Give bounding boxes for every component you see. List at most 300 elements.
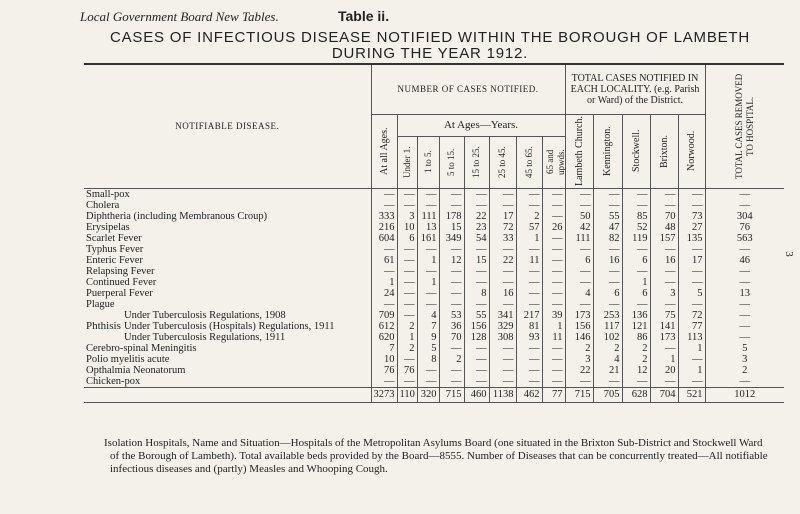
cell-value: 23 [464, 222, 489, 233]
cell-value: 709 [371, 310, 397, 321]
cell-value: — [593, 244, 622, 255]
cell-value: — [542, 266, 565, 277]
cell-value: — [489, 266, 516, 277]
age-15-to-25: 15 to 25. [464, 136, 489, 188]
cell-value: 57 [516, 222, 542, 233]
cell-value: — [650, 266, 678, 277]
header-line [80, 9, 780, 27]
cell-value: 46 [705, 255, 784, 266]
cell-value: — [705, 244, 784, 255]
cell-value: 2 [439, 354, 464, 365]
disease-name: Under Tuberculosis Regulations, 1911 [124, 331, 286, 343]
table-number: Table ii. [338, 8, 390, 24]
cell-value: — [622, 376, 650, 388]
cell-value: — [542, 244, 565, 255]
table-row [84, 354, 784, 365]
cell-value: — [650, 376, 678, 388]
cell-value: — [371, 200, 397, 211]
cell-value: 173 [650, 332, 678, 343]
total-value: 110 [397, 387, 417, 402]
table-row [84, 310, 784, 321]
cell-value: 24 [371, 288, 397, 299]
cell-value: — [371, 244, 397, 255]
cell-value: — [705, 277, 784, 288]
cell-value: 3 [705, 354, 784, 365]
cell-value: — [397, 354, 417, 365]
cell-value: 72 [678, 310, 705, 321]
cell-value: — [565, 188, 593, 200]
cell-value: — [464, 266, 489, 277]
cell-value: 10 [371, 354, 397, 365]
cell-value: — [705, 376, 784, 388]
cell-value: 7 [371, 343, 397, 354]
disease-name: Scarlet Fever [86, 232, 142, 244]
disease-name: Chicken-pox [86, 375, 141, 387]
cell-value: 8 [464, 288, 489, 299]
footnote: Isolation Hospitals, Name and Situation—Hospitals of the Metropolitan Asylums Board (one situated in the Brixton Sub-District and Stockwell Ward of the Borough of Lambeth). Total available beds provided by the Board—8555. Number of Diseases that can be concurrently treated—All notifiable infectious diseases and (partly) Measles and Whooping Cough. [104, 437, 768, 475]
cell-value: — [397, 200, 417, 211]
table-row [84, 343, 784, 354]
cell-value: — [650, 299, 678, 310]
cell-value: 36 [439, 321, 464, 332]
cell-value: 53 [439, 310, 464, 321]
cell-value: 136 [622, 310, 650, 321]
cell-value: — [417, 288, 439, 299]
cell-value: 9 [417, 332, 439, 343]
cell-value: 620 [371, 332, 397, 343]
cell-value: 329 [489, 321, 516, 332]
cell-value: — [622, 244, 650, 255]
disease-name: Cerebro-spinal Meningitis [86, 342, 197, 354]
cell-value: — [439, 365, 464, 376]
cell-value: 1 [397, 332, 417, 343]
cell-value: — [593, 376, 622, 388]
cell-value: 52 [622, 222, 650, 233]
cell-value: — [397, 277, 417, 288]
cell-value: 70 [439, 332, 464, 343]
cell-value: — [705, 299, 784, 310]
cell-value: — [464, 365, 489, 376]
cell-value: — [516, 288, 542, 299]
cell-value: — [397, 288, 417, 299]
cell-value: — [622, 200, 650, 211]
locality-lambeth-church: Lambeth Church. [565, 114, 593, 188]
cell-value: 76 [705, 222, 784, 233]
cell-value: — [516, 244, 542, 255]
cell-value: — [678, 266, 705, 277]
cell-value: 48 [650, 222, 678, 233]
age-25-to-45: 25 to 45. [489, 136, 516, 188]
cell-value: — [417, 299, 439, 310]
total-value: 77 [542, 387, 565, 402]
cell-value: — [489, 365, 516, 376]
cell-value: 2 [705, 365, 784, 376]
cell-value: 72 [489, 222, 516, 233]
cell-value: — [417, 365, 439, 376]
cell-value: — [705, 332, 784, 343]
cell-value: 102 [593, 332, 622, 343]
table-row [84, 376, 784, 388]
cell-value: — [439, 244, 464, 255]
all-ages-header: At all Ages. [371, 114, 397, 188]
cell-value: 173 [565, 310, 593, 321]
cell-value: — [516, 365, 542, 376]
disease-name: Phthisis Under Tuberculosis (Hospitals) Regulations, 1911 [86, 320, 335, 332]
cell-value: 76 [371, 365, 397, 376]
cell-value: 612 [371, 321, 397, 332]
cell-value: — [516, 354, 542, 365]
table-row [84, 277, 784, 288]
cell-value: — [705, 200, 784, 211]
cell-value: 17 [678, 255, 705, 266]
cell-value: 111 [417, 211, 439, 222]
cell-value: 1 [516, 233, 542, 244]
cell-value: — [542, 277, 565, 288]
table-row [84, 365, 784, 376]
cell-value: — [371, 299, 397, 310]
age-under-1: Under 1. [397, 136, 417, 188]
number-notified-header: NUMBER OF CASES NOTIFIED. [371, 64, 565, 114]
cell-value: 563 [705, 233, 784, 244]
table-row [84, 255, 784, 266]
cell-value: 22 [489, 255, 516, 266]
cell-value: 135 [678, 233, 705, 244]
cell-value: 161 [417, 233, 439, 244]
cell-value: — [650, 200, 678, 211]
cell-value: — [464, 188, 489, 200]
cell-value: 13 [705, 288, 784, 299]
cell-value: — [439, 288, 464, 299]
cell-value: 1 [371, 277, 397, 288]
cell-value: 50 [565, 211, 593, 222]
cell-value: — [650, 343, 678, 354]
locality-header: TOTAL CASES NOTIFIED IN EACH LOCALITY. (e.g. Parish or Ward) of the District. [565, 64, 705, 114]
cell-value: — [439, 343, 464, 354]
cell-value: 4 [417, 310, 439, 321]
cell-value: — [622, 188, 650, 200]
cell-value: — [464, 299, 489, 310]
cell-value: — [678, 376, 705, 388]
table-row [84, 211, 784, 222]
cell-value: 21 [593, 365, 622, 376]
cell-value: — [397, 255, 417, 266]
cell-value: 111 [565, 233, 593, 244]
cell-value: 6 [565, 255, 593, 266]
cell-value: — [542, 188, 565, 200]
cell-value: 128 [464, 332, 489, 343]
cell-value: — [489, 343, 516, 354]
cell-value: — [397, 188, 417, 200]
cell-value: — [622, 299, 650, 310]
cell-value: — [489, 188, 516, 200]
cell-value: 1 [650, 354, 678, 365]
total-value: 704 [650, 387, 678, 402]
cell-value: — [439, 200, 464, 211]
cell-value: 2 [565, 343, 593, 354]
cell-value: 6 [622, 288, 650, 299]
disease-name: Under Tuberculosis Regulations, 1908 [124, 309, 286, 321]
cell-value: — [397, 376, 417, 388]
cell-value: 86 [622, 332, 650, 343]
cell-value: 39 [542, 310, 565, 321]
cell-value: 10 [397, 222, 417, 233]
cell-value: — [565, 266, 593, 277]
cell-value: 16 [593, 255, 622, 266]
cell-value: — [439, 376, 464, 388]
cell-value: — [417, 266, 439, 277]
cell-value: — [542, 255, 565, 266]
table-row [84, 244, 784, 255]
cell-value: — [593, 277, 622, 288]
cell-value: 5 [417, 343, 439, 354]
total-value: 460 [464, 387, 489, 402]
board-reference: Local Government Board New Tables. [80, 9, 279, 24]
cell-value: — [489, 354, 516, 365]
table-row [84, 188, 784, 200]
cell-value: 117 [593, 321, 622, 332]
removed-to-hospital-header: TOTAL CASES REMOVED TO HOSPITAL. [705, 64, 784, 188]
table-row [84, 332, 784, 343]
disease-name: Relapsing Fever [86, 265, 155, 277]
cell-value: — [489, 299, 516, 310]
cell-value: 16 [489, 288, 516, 299]
cell-value: 20 [650, 365, 678, 376]
cell-value: — [542, 299, 565, 310]
cell-value: 2 [622, 354, 650, 365]
cell-value: 12 [439, 255, 464, 266]
cell-value: 13 [417, 222, 439, 233]
cell-value: 156 [464, 321, 489, 332]
cell-value: — [678, 299, 705, 310]
table-row [84, 222, 784, 233]
cell-value: — [417, 200, 439, 211]
cell-value: 1 [417, 277, 439, 288]
cell-value: 82 [593, 233, 622, 244]
cell-value: 47 [593, 222, 622, 233]
cell-value: — [464, 244, 489, 255]
cell-value: 12 [622, 365, 650, 376]
cell-value: — [439, 299, 464, 310]
cell-value: 4 [565, 288, 593, 299]
cell-value: — [417, 376, 439, 388]
cell-value: 1 [417, 255, 439, 266]
cell-value: 6 [397, 233, 417, 244]
disease-name: Opthalmia Neonatorum [86, 364, 186, 376]
total-value: 1012 [705, 387, 784, 402]
cell-value: 15 [439, 222, 464, 233]
cell-value: 253 [593, 310, 622, 321]
cell-value: 22 [464, 211, 489, 222]
cell-value: — [464, 354, 489, 365]
cell-value: — [397, 266, 417, 277]
cell-value: 16 [650, 255, 678, 266]
cell-value: 157 [650, 233, 678, 244]
cell-value: — [593, 200, 622, 211]
cell-value: 304 [705, 211, 784, 222]
cell-value: — [464, 376, 489, 388]
cell-value: — [678, 200, 705, 211]
cell-value: — [542, 354, 565, 365]
cell-value: — [516, 343, 542, 354]
cell-value: 2 [397, 343, 417, 354]
total-value: 3273 [371, 387, 397, 402]
cell-value: 4 [593, 354, 622, 365]
disease-name: Plague [86, 298, 115, 310]
cell-value: 178 [439, 211, 464, 222]
age-65-upwards: 65 and upwds. [542, 136, 565, 188]
cell-value: — [516, 376, 542, 388]
cell-value: — [371, 266, 397, 277]
cell-value: — [397, 310, 417, 321]
cell-value: 81 [516, 321, 542, 332]
age-1-to-5: 1 to 5. [417, 136, 439, 188]
cell-value: — [371, 376, 397, 388]
cell-value: — [650, 244, 678, 255]
table-row [84, 233, 784, 244]
cell-value: 93 [516, 332, 542, 343]
cell-value: 76 [397, 365, 417, 376]
total-value: 628 [622, 387, 650, 402]
cell-value: — [705, 188, 784, 200]
cell-value: 2 [516, 211, 542, 222]
cell-value: 141 [650, 321, 678, 332]
table-row [84, 321, 784, 332]
cell-value: — [489, 200, 516, 211]
table-row [84, 266, 784, 277]
cell-value: — [516, 277, 542, 288]
total-value: 521 [678, 387, 705, 402]
cell-value: — [516, 188, 542, 200]
cell-value: 77 [678, 321, 705, 332]
cell-value: — [489, 244, 516, 255]
cell-value: — [593, 266, 622, 277]
page-number: 3 [782, 251, 795, 257]
cell-value: 75 [650, 310, 678, 321]
cell-value: 3 [650, 288, 678, 299]
cell-value: 8 [417, 354, 439, 365]
cell-value: 42 [565, 222, 593, 233]
cell-value: — [542, 376, 565, 388]
cell-value: — [371, 188, 397, 200]
cell-value: — [542, 233, 565, 244]
table-row [84, 200, 784, 211]
cell-value: 146 [565, 332, 593, 343]
cell-value: 15 [464, 255, 489, 266]
cell-value: — [678, 188, 705, 200]
cell-value: 7 [417, 321, 439, 332]
cell-value: 3 [565, 354, 593, 365]
cell-value: — [542, 343, 565, 354]
cell-value: 2 [622, 343, 650, 354]
cell-value: — [593, 188, 622, 200]
cell-value: — [593, 299, 622, 310]
locality-kennington: Kennington. [593, 114, 622, 188]
cell-value: 119 [622, 233, 650, 244]
age-45-to-65: 45 to 65. [516, 136, 542, 188]
total-value: 1138 [489, 387, 516, 402]
infectious-disease-table [84, 63, 784, 403]
cell-value: 2 [593, 343, 622, 354]
cell-value: — [417, 188, 439, 200]
cell-value: 2 [397, 321, 417, 332]
cell-value: — [565, 299, 593, 310]
cell-value: 6 [593, 288, 622, 299]
cell-value: 22 [565, 365, 593, 376]
cell-value: 341 [489, 310, 516, 321]
locality-norwood: Norwood. [678, 114, 705, 188]
cell-value: 1 [678, 343, 705, 354]
cell-value: 308 [489, 332, 516, 343]
cell-value: 26 [542, 222, 565, 233]
cell-value: 61 [371, 255, 397, 266]
disease-name: Erysipelas [86, 221, 130, 233]
cell-value: 1 [542, 321, 565, 332]
page-title-line-2: DURING THE YEAR 1912. [331, 45, 529, 62]
disease-column-header: NOTIFIABLE DISEASE. [84, 64, 371, 188]
cell-value: — [542, 200, 565, 211]
age-5-to-15: 5 to 15. [439, 136, 464, 188]
disease-name: Small-pox [86, 188, 130, 200]
cell-value: 70 [650, 211, 678, 222]
cell-value: — [439, 188, 464, 200]
table-row [84, 288, 784, 299]
cell-value: 54 [464, 233, 489, 244]
total-value: 462 [516, 387, 542, 402]
cell-value: 216 [371, 222, 397, 233]
cell-value: 11 [542, 332, 565, 343]
cell-value: — [464, 343, 489, 354]
table-body [84, 188, 784, 402]
locality-brixton: Brixton. [650, 114, 678, 188]
cell-value: 1 [678, 365, 705, 376]
cell-value: — [516, 266, 542, 277]
cell-value: — [489, 376, 516, 388]
cell-value: 121 [622, 321, 650, 332]
cell-value: — [417, 244, 439, 255]
cell-value: — [678, 277, 705, 288]
cell-value: 604 [371, 233, 397, 244]
page-title-line-1: CASES OF INFECTIOUS DISEASE NOTIFIED WITHIN THE BOROUGH OF LAMBETH [109, 29, 751, 46]
total-value: 705 [593, 387, 622, 402]
cell-value: 6 [622, 255, 650, 266]
cell-value: — [464, 200, 489, 211]
table-row [84, 299, 784, 310]
cell-value: — [542, 365, 565, 376]
locality-stockwell: Stockwell. [622, 114, 650, 188]
cell-value: — [516, 299, 542, 310]
cell-value: 73 [678, 211, 705, 222]
total-value: 715 [439, 387, 464, 402]
cell-value: — [439, 266, 464, 277]
disease-name: Puerperal Fever [86, 287, 153, 299]
cell-value: — [565, 277, 593, 288]
cell-value: 55 [593, 211, 622, 222]
cell-value: 27 [678, 222, 705, 233]
cell-value: — [565, 376, 593, 388]
disease-name: Polio myelitis acute [86, 353, 170, 365]
cell-value: 5 [678, 288, 705, 299]
cell-value: — [622, 266, 650, 277]
cell-value: 1 [622, 277, 650, 288]
cell-value: — [439, 277, 464, 288]
totals-row [84, 387, 784, 402]
cell-value: — [565, 244, 593, 255]
disease-name: Diphtheria (including Membranous Croup) [86, 210, 268, 222]
total-value: 320 [417, 387, 439, 402]
cell-value: — [705, 266, 784, 277]
cell-value: — [650, 188, 678, 200]
total-value: 715 [565, 387, 593, 402]
